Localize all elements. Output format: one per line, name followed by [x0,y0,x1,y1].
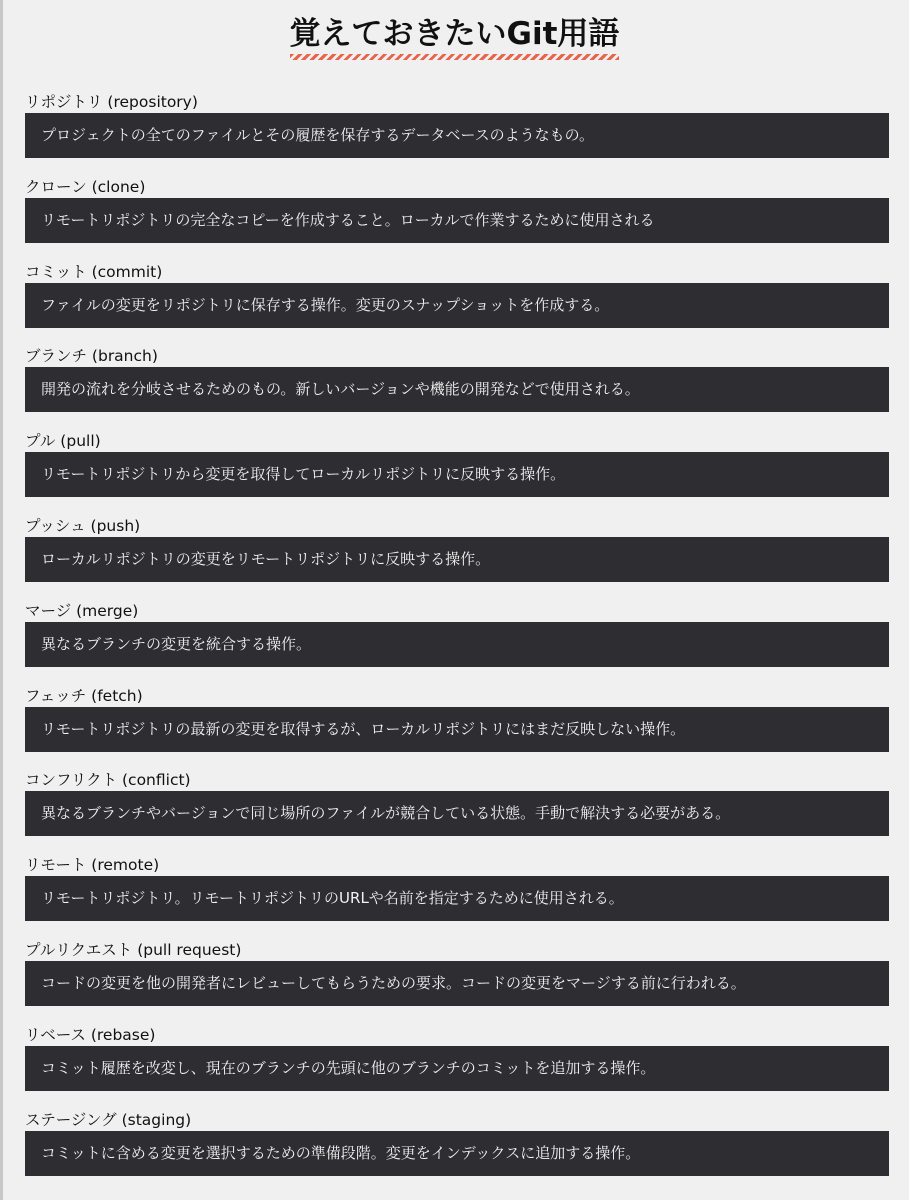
term-description: リモートリポジトリの最新の変更を取得するが、ローカルリポジトリにはまだ反映しない操作。 [25,707,889,752]
term-label: クローン (clone) [25,177,146,196]
term-label: コミット (commit) [25,262,163,281]
term-description: 開発の流れを分岐させるためのもの。新しいバージョンや機能の開発などで使用される。 [25,367,889,412]
title-underline [290,54,620,60]
term-description: リモートリポジトリの完全なコピーを作成すること。ローカルで作業するために使用される [25,198,889,243]
term-item-clone [25,177,889,262]
term-description: コミットに含める変更を選択するための準備段階。変更をインデックスに追加する操作。 [25,1131,889,1176]
title-area [0,14,909,60]
term-description: リモートリポジトリから変更を取得してローカルリポジトリに反映する操作。 [25,452,889,497]
term-label: プル (pull) [25,432,101,451]
term-item-repository [25,92,889,177]
term-label: プルリクエスト (pull request) [25,940,242,959]
term-label: ブランチ (branch) [25,347,158,366]
term-item-conflict [25,770,889,855]
term-description: 異なるブランチやバージョンで同じ場所のファイルが競合している状態。手動で解決する必要がある。 [25,791,889,836]
term-item-fetch [25,686,889,771]
term-item-merge [25,601,889,686]
term-item-rebase [25,1025,889,1110]
term-description: リモートリポジトリ。リモートリポジトリのURLや名前を指定するために使用される。 [25,876,889,921]
term-label: マージ (merge) [25,601,139,620]
term-list [25,92,889,1194]
term-label: コンフリクト (conflict) [25,771,191,790]
term-item-push [25,516,889,601]
term-description: 異なるブランチの変更を統合する操作。 [25,622,889,667]
term-description: コードの変更を他の開発者にレビューしてもらうための要求。コードの変更をマージする前に行われる。 [25,961,889,1006]
term-label: プッシュ (push) [25,516,141,535]
page-left-border [0,0,3,1200]
term-label: ステージング (staging) [25,1110,192,1129]
term-label: リポジトリ (repository) [25,93,198,111]
page-title [290,14,620,60]
term-item-remote [25,855,889,940]
term-label: リベース (rebase) [25,1025,156,1044]
term-item-branch [25,346,889,431]
term-label: リモート (remote) [25,856,160,875]
term-description: コミット履歴を改変し、現在のブランチの先頭に他のブランチのコミットを追加する操作。 [25,1046,889,1091]
term-description: ローカルリポジトリの変更をリモートリポジトリに反映する操作。 [25,537,889,582]
term-label: フェッチ (fetch) [25,686,143,705]
term-item-staging [25,1110,889,1195]
page-title-text: 覚えておきたいGit用語 [289,16,620,52]
term-description: プロジェクトの全てのファイルとその履歴を保存するデータベースのようなもの。 [25,113,889,158]
term-item-commit [25,262,889,347]
term-item-pull [25,431,889,516]
term-item-pull-request [25,940,889,1025]
term-description: ファイルの変更をリポジトリに保存する操作。変更のスナップショットを作成する。 [25,283,889,328]
